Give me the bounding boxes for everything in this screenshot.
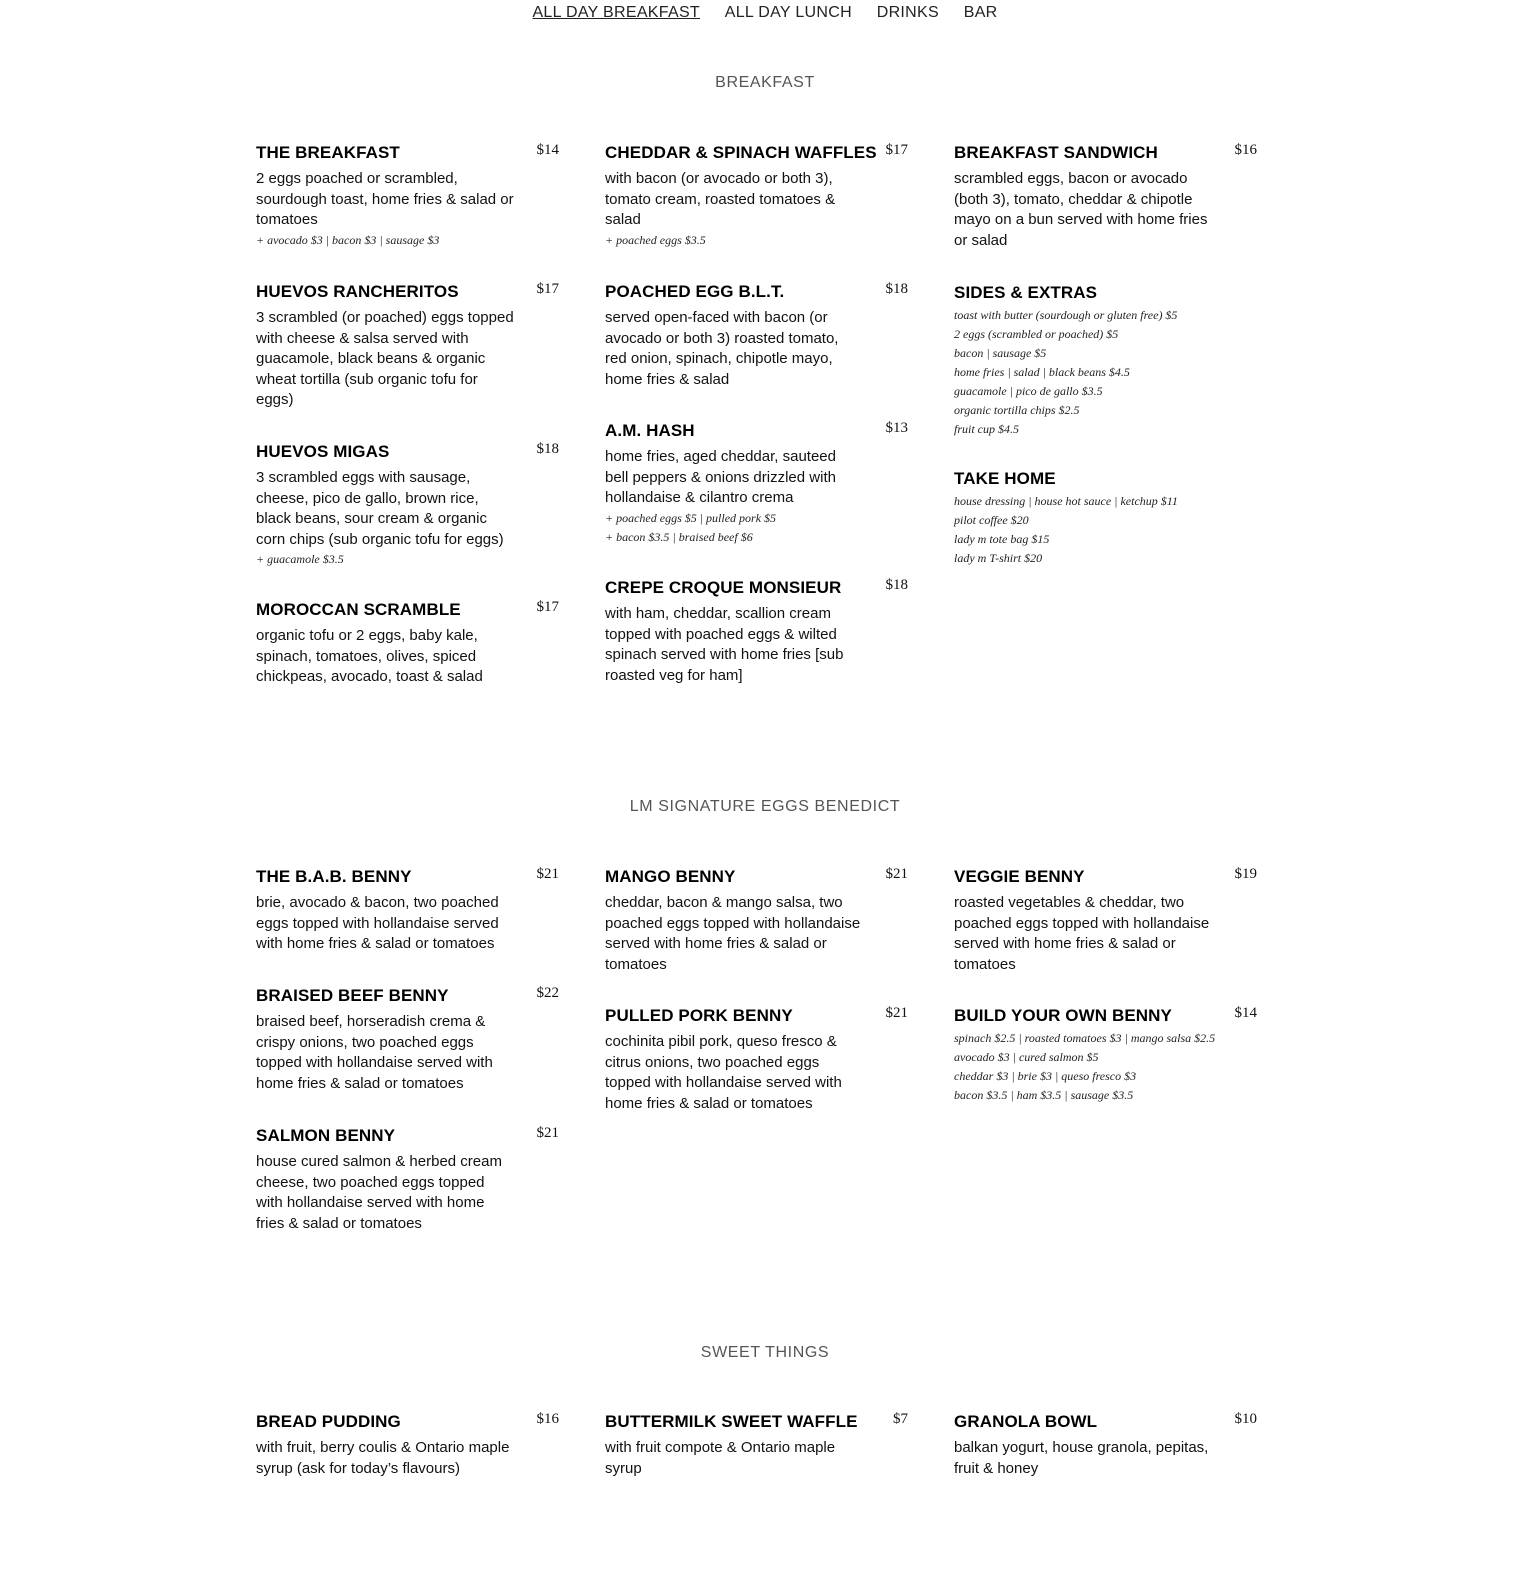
menu-item-description: with fruit, berry coulis & Ontario maple syrup (ask for today’s flavours) [256, 1439, 510, 1477]
menu-item-header [605, 421, 908, 443]
menu-item-description: cheddar, bacon & mango salsa, two poached eggs topped with hollandaise served with home fries & salad or tomatoes [605, 894, 861, 973]
menu-item [605, 143, 908, 250]
menu-item-name: POACHED EGG B.L.T. [605, 282, 785, 301]
menu-item-name: VEGGIE BENNY [954, 867, 1085, 886]
menu-item-extra-line: pilot coffee $20 [954, 513, 1029, 527]
menu-item [256, 1126, 559, 1234]
menu-item-extras [954, 492, 1257, 568]
menu-item-description: cochinita pibil pork, queso fresco & citrus onions, two poached eggs topped with hollandaise served with home fries & salad or tomatoes [605, 1033, 842, 1112]
menu-item-price: $14 [1234, 1005, 1257, 1021]
menu-item [605, 867, 908, 975]
menu-item-description: house cured salmon & herbed cream cheese, two poached eggs topped with hollandaise served with home fries & salad or tomatoes [256, 1153, 502, 1232]
menu-item-description: 3 scrambled eggs with sausage, cheese, pico de gallo, brown rice, black beans, sour cream & organic corn chips (sub organic tofu for eggs) [256, 469, 504, 548]
menu-item [256, 282, 559, 411]
menu-item-extras [605, 509, 908, 547]
menu-item-price: $17 [536, 599, 559, 615]
menu-item-price: $21 [885, 866, 908, 882]
section-title-breakfast: BREAKFAST [715, 74, 815, 91]
menu-item-name: GRANOLA BOWL [954, 1412, 1098, 1431]
menu-item-name: BRAISED BEEF BENNY [256, 986, 449, 1005]
menu-item-name: BUTTERMILK SWEET WAFFLE [605, 1412, 858, 1431]
menu-item-description: brie, avocado & bacon, two poached eggs topped with hollandaise served with home fries & salad or tomatoes [256, 894, 499, 952]
menu-item-extras [256, 231, 559, 250]
menu-item [954, 1006, 1257, 1105]
menu-item [954, 1412, 1257, 1479]
menu-item-header [256, 986, 559, 1008]
menu-item-description: with ham, cheddar, scallion cream topped with poached eggs & wilted spinach served with home fries [sub roasted veg for ham] [605, 605, 844, 684]
menu-item [954, 469, 1257, 568]
menu-item [256, 986, 559, 1094]
menu-item-extra-line: lady m tote bag $15 [954, 532, 1050, 546]
menu-item-description: with bacon (or avocado or both 3), tomato cream, roasted tomatoes & salad [605, 170, 836, 228]
menu-item-description: balkan yogurt, house granola, pepitas, fruit & honey [954, 1439, 1209, 1477]
menu-item-name: SIDES & EXTRAS [954, 283, 1098, 302]
menu-item-description: scrambled eggs, bacon or avocado (both 3), tomato, cheddar & chipotle mayo on a bun served with home fries or salad [954, 170, 1208, 249]
menu-item-header [605, 867, 908, 889]
menu-item-price: $16 [1234, 142, 1257, 158]
menu-item-description: 3 scrambled (or poached) eggs topped with cheese & salsa served with guacamole, black beans & organic wheat tortilla (sub organic tofu for eggs) [256, 309, 514, 408]
section-title-sweet: SWEET THINGS [700, 1344, 830, 1361]
menu-item-description: home fries, aged cheddar, sauteed bell peppers & onions drizzled with hollandaise & cilantro crema [605, 448, 836, 506]
menu-item [256, 143, 559, 250]
menu-item-header [954, 1412, 1257, 1434]
menu-item-price: $7 [893, 1411, 908, 1427]
menu-item-extra-line: avocado $3 | cured salmon $5 [954, 1050, 1099, 1064]
menu-item-description: with fruit compote & Ontario maple syrup [605, 1439, 836, 1477]
menu-item-name: TAKE HOME [954, 469, 1056, 488]
menu-item-price: $10 [1234, 1411, 1257, 1427]
menu-item-price: $21 [536, 866, 559, 882]
menu-item-extra-line: toast with butter (sourdough or gluten free) $5 [954, 308, 1178, 322]
menu-item-header [605, 1412, 908, 1434]
section-title-benedict: LM SIGNATURE EGGS BENEDICT [629, 798, 901, 815]
menu-item-extra-line: bacon $3.5 | ham $3.5 | sausage $3.5 [954, 1088, 1134, 1102]
menu-item [954, 283, 1257, 439]
menu-item-name: BUILD YOUR OWN BENNY [954, 1006, 1172, 1025]
menu-item-header [256, 282, 559, 304]
menu-item [256, 867, 559, 955]
menu-item [605, 282, 908, 390]
menu-item [605, 578, 908, 686]
menu-item-name: CHEDDAR & SPINACH WAFFLES [605, 143, 877, 162]
menu-item-price: $18 [885, 577, 908, 593]
menu-item-price: $21 [536, 1125, 559, 1141]
menu-item-name: MANGO BENNY [605, 867, 736, 886]
menu-item-price: $21 [885, 1005, 908, 1021]
menu-item-extra-line: spinach $2.5 | roasted tomatoes $3 | mango salsa $2.5 [954, 1031, 1216, 1045]
menu-item-name: CREPE CROQUE MONSIEUR [605, 578, 842, 597]
menu-item-extra-line: lady m T-shirt $20 [954, 551, 1043, 565]
menu-item-extras [954, 306, 1257, 439]
menu-item-extra-line: + bacon $3.5 | braised beef $6 [605, 529, 753, 544]
nav-bar[interactable]: BAR [963, 4, 998, 21]
menu-item-name: SALMON BENNY [256, 1126, 396, 1145]
menu-item-extra-line: organic tortilla chips $2.5 [954, 403, 1080, 417]
menu-nav [0, 4, 1530, 22]
menu-item-extra-line: + poached eggs $3.5 [605, 232, 706, 247]
menu-item-price: $16 [536, 1411, 559, 1427]
menu-item-name: A.M. HASH [605, 421, 695, 440]
menu-item-name: HUEVOS RANCHERITOS [256, 282, 459, 301]
menu-item [954, 143, 1257, 251]
menu-item-description: braised beef, horseradish crema & crispy onions, two poached eggs topped with hollandaise served with home fries & salad or tomatoes [256, 1013, 493, 1092]
menu-item-extra-line: bacon | sausage $5 [954, 346, 1047, 360]
nav-all-day-breakfast[interactable]: ALL DAY BREAKFAST [532, 4, 700, 21]
menu-item-extra-line: cheddar $3 | brie $3 | queso fresco $3 [954, 1069, 1137, 1083]
nav-drinks[interactable]: DRINKS [876, 4, 939, 21]
menu-item-header [256, 600, 559, 622]
menu-item-price: $19 [1234, 866, 1257, 882]
menu-item-extra-line: house dressing | house hot sauce | ketchup $11 [954, 494, 1178, 508]
menu-item [605, 1412, 908, 1479]
menu-item [954, 867, 1257, 975]
menu-item-extra-line: 2 eggs (scrambled or poached) $5 [954, 327, 1119, 341]
menu-item-description: organic tofu or 2 eggs, baby kale, spinach, tomatoes, olives, spiced chickpeas, avocado, toast & salad [256, 627, 483, 685]
menu-item-price: $14 [536, 142, 559, 158]
menu-item-header [256, 143, 559, 165]
menu-item-header [605, 1006, 908, 1028]
menu-item-header [256, 1412, 559, 1434]
menu-item-description: served open-faced with bacon (or avocado or both 3) roasted tomato, red onion, spinach, chipotle mayo, home fries & salad [605, 309, 839, 388]
menu-item-header [605, 143, 908, 165]
menu-item-header [605, 282, 908, 304]
menu-item-description: roasted vegetables & cheddar, two poached eggs topped with hollandaise served with home fries & salad or tomatoes [954, 894, 1210, 973]
menu-item-extra-line: guacamole | pico de gallo $3.5 [954, 384, 1103, 398]
menu-item-header [954, 1006, 1257, 1028]
menu-item-description: 2 eggs poached or scrambled, sourdough toast, home fries & salad or tomatoes [256, 170, 514, 228]
menu-item-price: $17 [885, 142, 908, 158]
menu-item [605, 421, 908, 547]
menu-item [256, 1412, 559, 1479]
menu-item-header [256, 442, 559, 464]
menu-item-extras [256, 550, 559, 569]
menu-item-extra-line: fruit cup $4.5 [954, 422, 1019, 436]
menu-item-extra-line: + guacamole $3.5 [256, 552, 344, 566]
menu-item-name: HUEVOS MIGAS [256, 442, 390, 461]
menu-item-name: BREAD PUDDING [256, 1412, 401, 1431]
menu-item [605, 1006, 908, 1114]
menu-item-header [605, 578, 908, 600]
menu-item-extra-line: + avocado $3 | bacon $3 | sausage $3 [256, 232, 440, 247]
menu-item-header [256, 1126, 559, 1148]
menu-item-name: PULLED PORK BENNY [605, 1006, 793, 1025]
menu-item-name: THE BREAKFAST [256, 143, 400, 162]
menu-item-header [954, 469, 1257, 491]
menu-item-header [954, 867, 1257, 889]
menu-item-name: BREAKFAST SANDWICH [954, 143, 1158, 162]
menu-item [256, 600, 559, 688]
menu-item-header [954, 143, 1257, 165]
menu-item-header [256, 867, 559, 889]
menu-item-extra-line: home fries | salad | black beans $4.5 [954, 365, 1130, 379]
menu-item-price: $18 [536, 441, 559, 457]
menu-item-extras [605, 231, 908, 250]
menu-item-extra-line: + poached eggs $5 | pulled pork $5 [605, 510, 777, 525]
menu-item-name: MOROCCAN SCRAMBLE [256, 600, 461, 619]
menu-item-price: $18 [885, 281, 908, 297]
menu-item-price: $22 [536, 985, 559, 1001]
menu-item [256, 442, 559, 569]
menu-item-name: THE B.A.B. BENNY [256, 867, 412, 886]
nav-all-day-lunch[interactable]: ALL DAY LUNCH [724, 4, 852, 21]
menu-item-header [954, 283, 1257, 305]
menu-item-price: $13 [885, 420, 908, 436]
menu-item-price: $17 [536, 281, 559, 297]
menu-item-extras [954, 1029, 1257, 1105]
